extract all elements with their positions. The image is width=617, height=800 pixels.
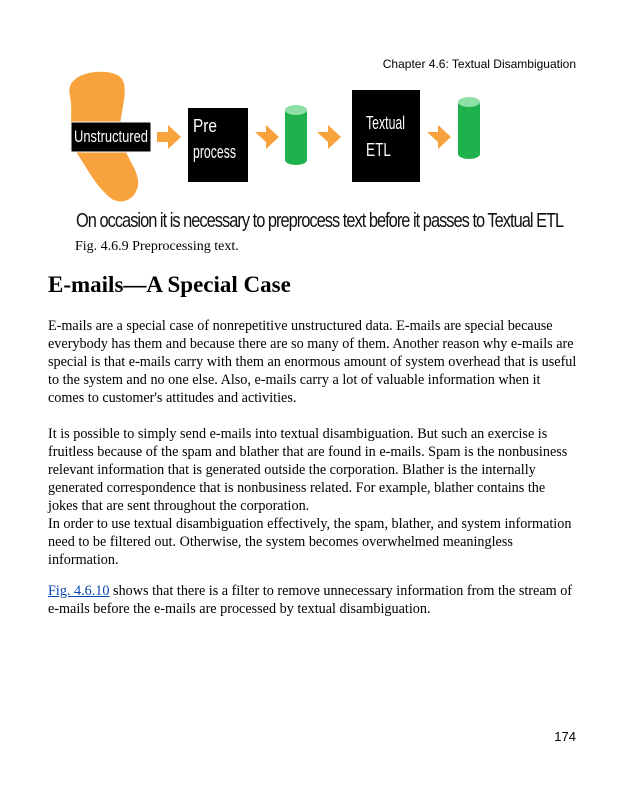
- arrow-right-icon: [157, 125, 181, 149]
- paragraph: E-mails are a special case of nonrepetitive unstructured data. E-mails are special because everybody has them and because there are so many of them. Another reason why e-mails are special is that e-mails carry with them an enormous amount of system overhead that is useful to the system and no one else. Also, e-mails carry a lot of valuable information when it comes to customer's attitudes and activities.: [48, 318, 577, 406]
- page-number: 174: [554, 729, 576, 744]
- preprocess-label-line2: process: [193, 142, 236, 162]
- etl-label-line2: ETL: [366, 140, 391, 160]
- etl-label-line1: Textual: [366, 113, 405, 133]
- arrow-right-icon: [255, 125, 279, 149]
- database-cylinder-icon: [285, 105, 307, 165]
- section-title: E-mails—A Special Case: [48, 272, 291, 297]
- database-cylinder-icon: [458, 97, 480, 159]
- arrow-right-icon: [317, 125, 341, 149]
- preprocess-label-line1: Pre: [193, 116, 217, 136]
- textual-etl-box: [352, 90, 420, 182]
- arrow-right-icon: [427, 125, 451, 149]
- paragraph: In order to use textual disambiguation effectively, the spam, blather, and system information need to be filtered out. Otherwise, the system becomes overwhelmed meaningless information.: [48, 516, 572, 568]
- paragraph-text: shows that there is a filter to remove unnecessary information from the stream of e-mails before the e-mails are processed by textual disambiguation.: [48, 583, 573, 617]
- figure-label: Fig. 4.6.9 Preprocessing text.: [75, 239, 239, 254]
- figure-link[interactable]: Fig. 4.6.10: [48, 583, 110, 599]
- preprocessing-figure: [60, 68, 500, 208]
- paragraph: It is possible to simply send e-mails into textual disambiguation. But such an exercise is fruitless because of the spam and blather that are found in e-mails. Spam is the nonbusiness relevant information that is generated outside the corporation. Blather is the internally generated correspondence that is nonbusiness related. For example, blather contains the jokes that are sent throughout the corporation.: [48, 426, 568, 514]
- paragraph: [48, 582, 578, 618]
- running-head: Chapter 4.6: Textual Disambiguation: [382, 57, 576, 71]
- figure-caption-text: On occasion it is necessary to preprocess text before it passes to Textual ETL: [76, 210, 564, 232]
- unstructured-label: Unstructured: [74, 127, 148, 146]
